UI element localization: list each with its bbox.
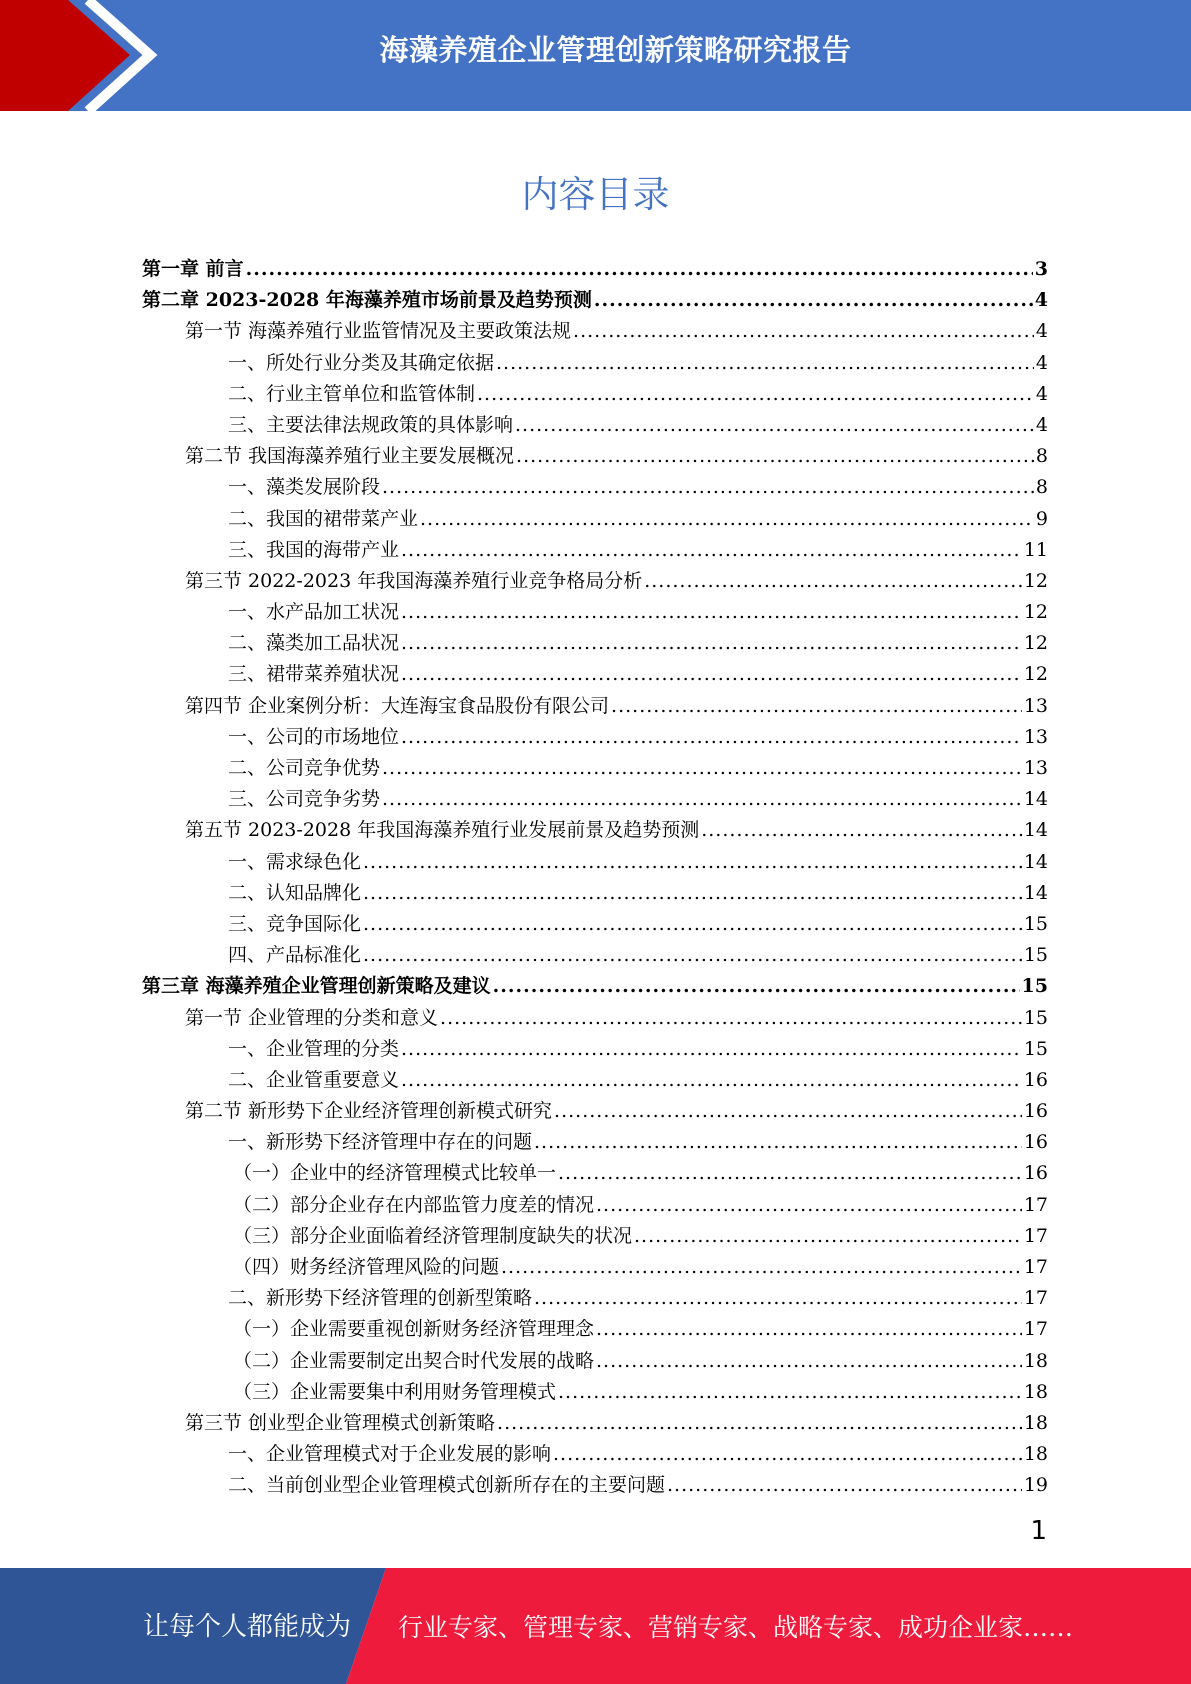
toc-entry[interactable]	[142, 1377, 1048, 1408]
toc-entry-label: 第四节 企业案例分析：大连海宝食品股份有限公司	[185, 694, 610, 717]
toc-entry-label: 第二章 2023-2028 年海藻养殖市场前景及趋势预测	[142, 289, 592, 312]
page-number: 1	[1030, 1516, 1047, 1546]
toc-entry-page: 4	[1035, 382, 1048, 405]
toc-dot-leader	[401, 1065, 1022, 1096]
toc-entry-label: 一、藻类发展阶段	[228, 476, 381, 499]
toc-entry[interactable]	[142, 909, 1048, 940]
toc-dot-leader	[497, 1408, 1022, 1439]
toc-dot-leader	[440, 1003, 1022, 1034]
toc-entry[interactable]	[142, 254, 1048, 285]
toc-entry[interactable]	[142, 504, 1048, 535]
toc-dot-leader	[382, 753, 1022, 784]
toc-entry[interactable]	[142, 535, 1048, 566]
toc-dot-leader	[477, 379, 1034, 410]
toc-entry-label: 一、公司的市场地位	[228, 725, 400, 748]
toc-entry-page: 17	[1023, 1318, 1048, 1341]
toc-entry-page: 15	[1021, 975, 1048, 998]
toc-entry-label: 二、企业管重要意义	[228, 1068, 400, 1091]
toc-entry-page: 18	[1023, 1380, 1048, 1403]
toc-entry-page: 14	[1023, 788, 1048, 811]
toc-entry[interactable]	[142, 940, 1048, 971]
toc-dot-leader	[363, 878, 1022, 909]
toc-entry[interactable]	[142, 784, 1048, 815]
toc-entry-page: 16	[1023, 1068, 1048, 1091]
toc-entry-page: 12	[1023, 632, 1048, 655]
toc-entry[interactable]	[142, 1470, 1048, 1501]
toc-dot-leader	[611, 691, 1022, 722]
toc-entry-page: 17	[1023, 1224, 1048, 1247]
toc-dot-leader	[554, 1096, 1022, 1127]
toc-entry[interactable]	[142, 316, 1048, 347]
toc-dot-leader	[401, 628, 1022, 659]
toc-entry[interactable]	[142, 847, 1048, 878]
toc-entry-page: 17	[1023, 1256, 1048, 1278]
toc-entry[interactable]	[142, 971, 1048, 1002]
toc-entry-label: 一、企业管理的分类	[228, 1037, 400, 1060]
toc-entry-page: 4	[1035, 413, 1048, 436]
toc-dot-leader	[246, 254, 1033, 285]
toc-entry-page: 4	[1035, 351, 1048, 374]
toc-entry-label: 第三节 2022-2023 年我国海藻养殖行业竞争格局分析	[185, 569, 643, 592]
toc-entry[interactable]	[142, 1127, 1048, 1158]
toc-entry-page: 13	[1023, 694, 1048, 717]
toc-entry[interactable]	[142, 1065, 1048, 1096]
toc-entry-label: 三、竞争国际化	[228, 912, 362, 935]
toc-dot-leader	[401, 722, 1022, 753]
toc-entry[interactable]	[142, 597, 1048, 628]
toc-entry-page: 16	[1023, 1100, 1048, 1123]
toc-entry[interactable]	[142, 379, 1048, 410]
toc-entry-label: （三）企业需要集中利用财务管理模式	[233, 1380, 557, 1403]
toc-dot-leader	[558, 1158, 1022, 1189]
toc-entry-label: 二、认知品牌化	[228, 881, 362, 904]
toc-entry-page: 17	[1023, 1287, 1048, 1310]
toc-entry[interactable]	[142, 348, 1048, 379]
toc-entry[interactable]	[142, 878, 1048, 909]
toc-entry[interactable]	[142, 472, 1048, 503]
toc-entry-page: 14	[1023, 819, 1048, 842]
toc-entry-label: （四）财务经济管理风险的问题	[233, 1256, 500, 1278]
toc-entry-page: 13	[1023, 757, 1048, 779]
toc-entry-label: 第二节 我国海藻养殖行业主要发展概况	[185, 445, 515, 468]
toc-entry[interactable]	[142, 691, 1048, 722]
toc-entry-label: 三、主要法律法规政策的具体影响	[228, 413, 514, 436]
toc-entry-page: 16	[1023, 1131, 1048, 1154]
toc-dot-leader	[644, 566, 1022, 597]
toc-entry[interactable]	[142, 566, 1048, 597]
toc-entry[interactable]	[142, 1158, 1048, 1189]
toc-entry[interactable]	[142, 815, 1048, 846]
toc-dot-leader	[515, 410, 1034, 441]
toc-entry[interactable]	[142, 659, 1048, 690]
toc-entry-label: 二、新形势下经济管理的创新型策略	[228, 1287, 533, 1310]
toc-entry-page: 15	[1023, 944, 1048, 967]
toc-dot-leader	[496, 348, 1034, 379]
toc-dot-leader	[382, 472, 1034, 503]
toc-entry-page: 14	[1023, 881, 1048, 904]
toc-dot-leader	[401, 597, 1022, 628]
toc-dot-leader	[401, 659, 1022, 690]
toc-dot-leader	[401, 1034, 1022, 1065]
toc-dot-leader	[420, 504, 1034, 535]
toc-entry-label: 第一节 海藻养殖行业监管情况及主要政策法规	[185, 320, 572, 343]
toc-entry-page: 11	[1023, 538, 1048, 561]
toc-dot-leader	[667, 1470, 1022, 1501]
toc-dot-leader	[401, 535, 1022, 566]
toc-entry-page: 15	[1023, 912, 1048, 935]
toc-dot-leader	[596, 1346, 1022, 1377]
toc-entry[interactable]	[142, 1283, 1048, 1314]
toc-entry-page: 13	[1023, 725, 1048, 748]
toc-entry[interactable]	[142, 285, 1048, 316]
toc-entry-page: 17	[1023, 1193, 1048, 1216]
toc-entry-label: 二、当前创业型企业管理模式创新所存在的主要问题	[228, 1474, 666, 1497]
toc-dot-leader	[501, 1252, 1022, 1283]
toc-entry-page: 12	[1023, 569, 1048, 592]
toc-entry-label: 第三节 创业型企业管理模式创新策略	[185, 1411, 496, 1434]
toc-heading: 内容目录	[521, 173, 670, 216]
toc-entry-page: 16	[1023, 1162, 1048, 1185]
toc-entry[interactable]	[142, 1003, 1048, 1034]
toc-entry-label: （一）企业需要重视创新财务经济管理理念	[233, 1318, 595, 1341]
toc-dot-leader	[516, 441, 1034, 472]
toc-entry[interactable]	[142, 1034, 1048, 1065]
toc-entry-label: 三、我国的海带产业	[228, 538, 400, 561]
header-banner	[0, 0, 1191, 111]
toc-entry-label: 四、产品标准化	[228, 944, 362, 967]
toc-entry-page: 12	[1023, 601, 1048, 624]
toc-entry-label: 一、所处行业分类及其确定依据	[228, 351, 495, 374]
toc-entry-page: 4	[1035, 320, 1048, 343]
toc-entry[interactable]	[142, 441, 1048, 472]
toc-entry-page: 15	[1023, 1006, 1048, 1029]
table-of-contents	[142, 254, 1048, 1502]
toc-entry-label: 三、公司竞争劣势	[228, 788, 381, 811]
toc-entry-label: 二、藻类加工品状况	[228, 632, 400, 655]
toc-entry-page: 18	[1023, 1349, 1048, 1372]
toc-entry-label: 第一节 企业管理的分类和意义	[185, 1006, 439, 1029]
toc-entry-page: 8	[1035, 445, 1048, 468]
toc-dot-leader	[596, 1314, 1022, 1345]
toc-entry-page: 9	[1035, 507, 1048, 530]
toc-entry-label: 二、行业主管单位和监管体制	[228, 382, 476, 405]
toc-entry[interactable]	[142, 628, 1048, 659]
toc-dot-leader	[363, 909, 1022, 940]
toc-entry-page: 12	[1023, 663, 1048, 686]
toc-dot-leader	[594, 285, 1033, 316]
toc-entry-label: （二）企业需要制定出契合时代发展的战略	[233, 1349, 595, 1372]
toc-entry-label: 二、公司竞争优势	[228, 757, 381, 779]
toc-entry-page: 8	[1035, 476, 1048, 499]
toc-dot-leader	[553, 1439, 1022, 1470]
toc-entry-label: 一、新形势下经济管理中存在的问题	[228, 1131, 533, 1154]
toc-dot-leader	[701, 815, 1022, 846]
toc-entry-page: 19	[1023, 1474, 1048, 1497]
toc-entry-page: 3	[1034, 258, 1048, 280]
toc-dot-leader	[534, 1127, 1022, 1158]
toc-entry-label: （三）部分企业面临着经济管理制度缺失的状况	[233, 1224, 633, 1247]
toc-entry-label: 一、企业管理模式对于企业发展的影响	[228, 1443, 552, 1466]
toc-entry[interactable]	[142, 1252, 1048, 1283]
toc-dot-leader	[382, 784, 1022, 815]
footer-slogan-left: 让每个人都能成为	[143, 1612, 352, 1642]
toc-dot-leader	[558, 1377, 1022, 1408]
toc-entry[interactable]	[142, 722, 1048, 753]
toc-entry-page: 14	[1023, 850, 1048, 873]
toc-dot-leader	[363, 940, 1022, 971]
toc-dot-leader	[534, 1283, 1022, 1314]
toc-entry[interactable]	[142, 410, 1048, 441]
toc-entry-label: 第五节 2023-2028 年我国海藻养殖行业发展前景及趋势预测	[185, 819, 700, 842]
toc-entry-label: 三、裙带菜养殖状况	[228, 663, 400, 686]
toc-entry-label: （二）部分企业存在内部监管力度差的情况	[233, 1193, 595, 1216]
footer-banner	[0, 1568, 1191, 1684]
toc-dot-leader	[596, 1190, 1022, 1221]
toc-dot-leader	[573, 316, 1034, 347]
toc-entry-page: 4	[1034, 289, 1048, 312]
toc-entry[interactable]	[142, 1096, 1048, 1127]
toc-entry[interactable]	[142, 1221, 1048, 1252]
toc-entry-page: 18	[1023, 1443, 1048, 1466]
toc-entry-page: 18	[1023, 1411, 1048, 1434]
toc-entry-label: 一、需求绿色化	[228, 850, 362, 873]
toc-entry-label: 第一章 前言	[142, 258, 244, 280]
toc-entry[interactable]	[142, 1314, 1048, 1345]
toc-entry-label: 第三章 海藻养殖企业管理创新策略及建议	[142, 975, 491, 998]
toc-entry-label: （一）企业中的经济管理模式比较单一	[233, 1162, 557, 1185]
toc-entry-label: 二、我国的裙带菜产业	[228, 507, 419, 530]
toc-entry[interactable]	[142, 1346, 1048, 1377]
footer-slogan-right: 行业专家、管理专家、营销专家、战略专家、成功企业家……	[398, 1613, 1074, 1642]
toc-entry-label: 一、水产品加工状况	[228, 601, 400, 624]
toc-dot-leader	[493, 971, 1020, 1002]
toc-entry[interactable]	[142, 753, 1048, 784]
toc-entry-label: 第二节 新形势下企业经济管理创新模式研究	[185, 1100, 553, 1123]
report-title: 海藻养殖企业管理创新策略研究报告	[379, 33, 852, 67]
toc-entry-page: 15	[1023, 1037, 1048, 1060]
toc-entry[interactable]	[142, 1190, 1048, 1221]
toc-dot-leader	[634, 1221, 1022, 1252]
toc-entry[interactable]	[142, 1408, 1048, 1439]
toc-dot-leader	[363, 847, 1022, 878]
toc-entry[interactable]	[142, 1439, 1048, 1470]
